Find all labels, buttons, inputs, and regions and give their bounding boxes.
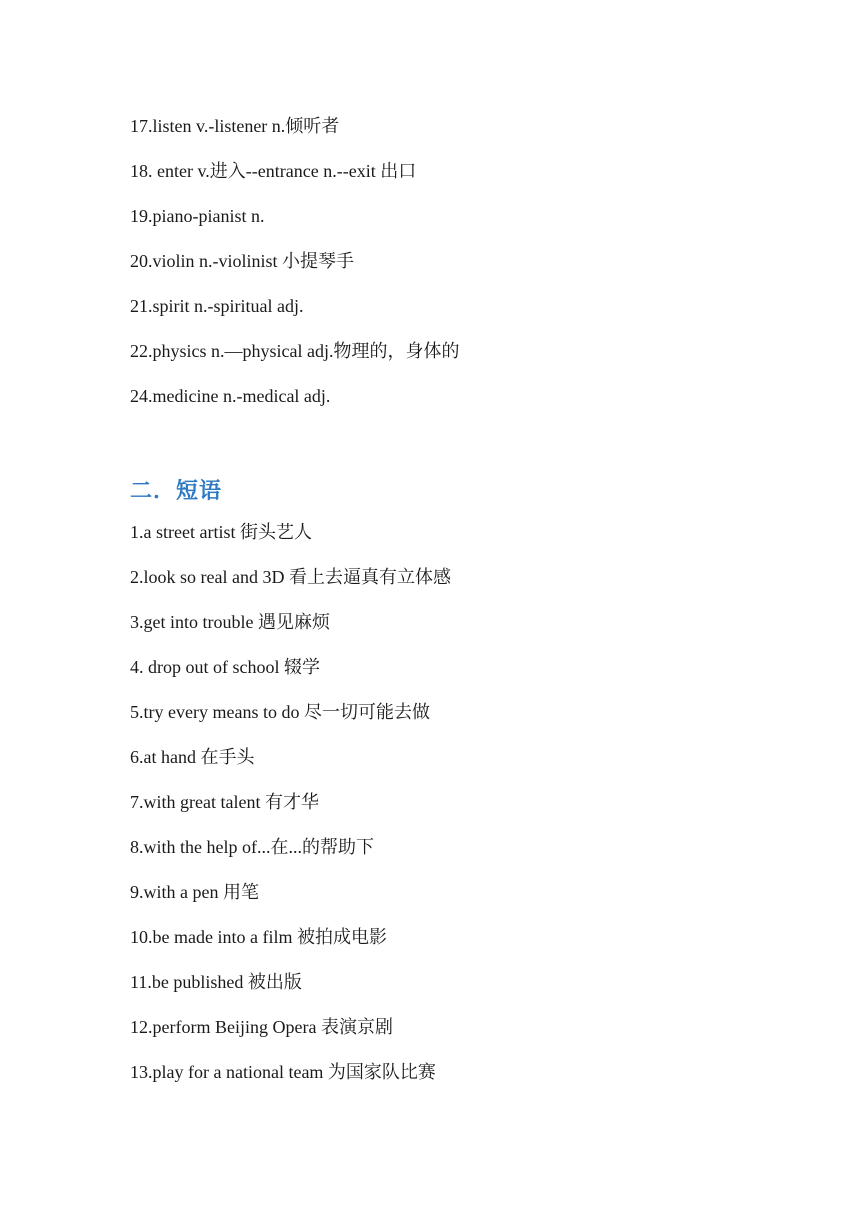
- list-item: 9.with a pen 用笔: [130, 882, 259, 902]
- list-item: 21.spirit n.-spiritual adj.: [130, 296, 304, 316]
- word-forms-list: [130, 116, 459, 431]
- list-item: 19.piano-pianist n.: [130, 206, 265, 226]
- section-heading: 二．短语: [130, 479, 223, 504]
- list-item: 13.play for a national team 为国家队比赛: [130, 1062, 436, 1082]
- list-item: 24.medicine n.-medical adj.: [130, 386, 331, 406]
- list-item: 1.a street artist 街头艺人: [130, 522, 312, 542]
- list-item: 10.be made into a film 被拍成电影: [130, 927, 387, 947]
- list-item: 20.violin n.-violinist 小提琴手: [130, 251, 355, 271]
- list-item: 11.be published 被出版: [130, 972, 302, 992]
- list-item: 5.try every means to do 尽一切可能去做: [130, 702, 430, 722]
- list-item: 12.perform Beijing Opera 表演京剧: [130, 1017, 393, 1037]
- list-item: 7.with great talent 有才华: [130, 792, 319, 812]
- list-item: 4. drop out of school 辍学: [130, 657, 320, 677]
- phrases-list: [130, 522, 451, 1107]
- list-item: 22.physics n.—physical adj.物理的，身体的: [130, 341, 460, 361]
- list-item: 2.look so real and 3D 看上去逼真有立体感: [130, 567, 451, 587]
- list-item: 18. enter v.进入--entrance n.--exit 出口: [130, 161, 417, 181]
- list-item: 6.at hand 在手头: [130, 747, 255, 767]
- list-item: 17.listen v.-listener n.倾听者: [130, 116, 340, 136]
- list-item: 8.with the help of...在...的帮助下: [130, 837, 374, 857]
- list-item: 3.get into trouble 遇见麻烦: [130, 612, 330, 632]
